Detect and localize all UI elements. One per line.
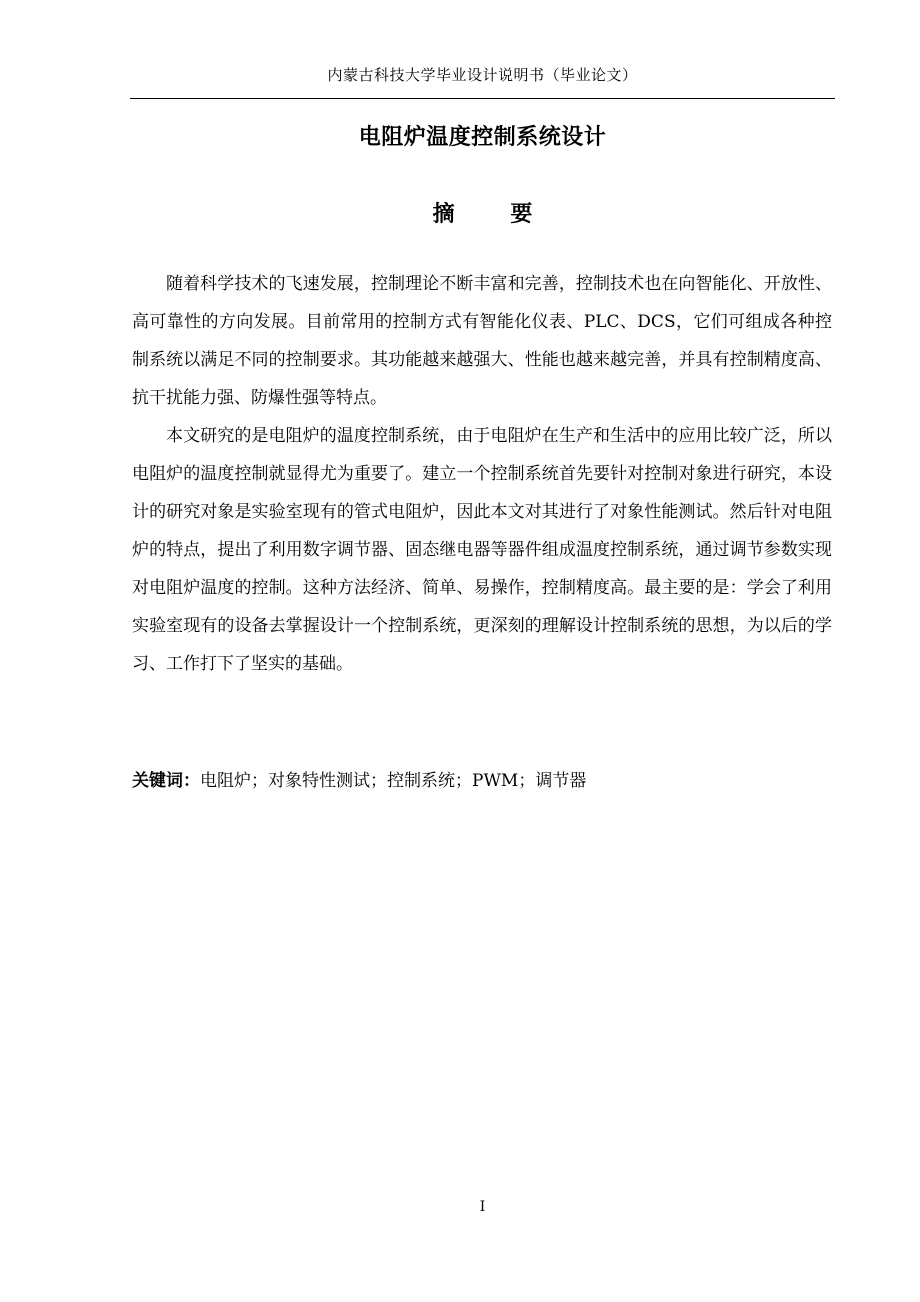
header-divider xyxy=(130,98,835,99)
keywords-line xyxy=(132,766,832,796)
abstract-body xyxy=(132,265,832,683)
page-number: I xyxy=(479,1199,486,1215)
abstract-paragraph-2: 本文研究的是电阻炉的温度控制系统，由于电阻炉在生产和生活中的应用比较广泛，所以电阻炉的温度控制就显得尤为重要了。建立一个控制系统首先要针对控制对象进行研究，本设计的研究对象是实验室现有的管式电阻炉，因此本文对其进行了对象性能测试。然后针对电阻炉的特点，提出了利用数字调节器、固态继电器等器件组成温度控制系统，通过调节参数实现对电阻炉温度的控制。这种方法经济、简单、易操作，控制精度高。最主要的是：学会了利用实验室现有的设备去掌握设计一个控制系统，更深刻的理解设计控制系统的思想，为以后的学习、工作打下了坚实的基础。 xyxy=(132,426,832,674)
abstract-paragraph-1: 随着科学技术的飞速发展，控制理论不断丰富和完善，控制技术也在向智能化、开放性、高可靠性的方向发展。目前常用的控制方式有智能化仪表、PLC、DCS，它们可组成各种控制系统以满足不同的控制要求。其功能越来越强大、性能也越来越完善，并具有控制精度高、抗干扰能力强、防爆性强等特点。 xyxy=(132,274,832,408)
running-header: 内蒙古科技大学毕业设计说明书（毕业论文） xyxy=(327,66,638,84)
abstract-heading: 摘 要 xyxy=(432,201,557,227)
document-title: 电阻炉温度控制系统设计 xyxy=(358,124,607,150)
keywords-text: 电阻炉；对象特性测试；控制系统；PWM；调节器 xyxy=(200,771,587,791)
keywords-label: 关键词： xyxy=(132,771,200,791)
